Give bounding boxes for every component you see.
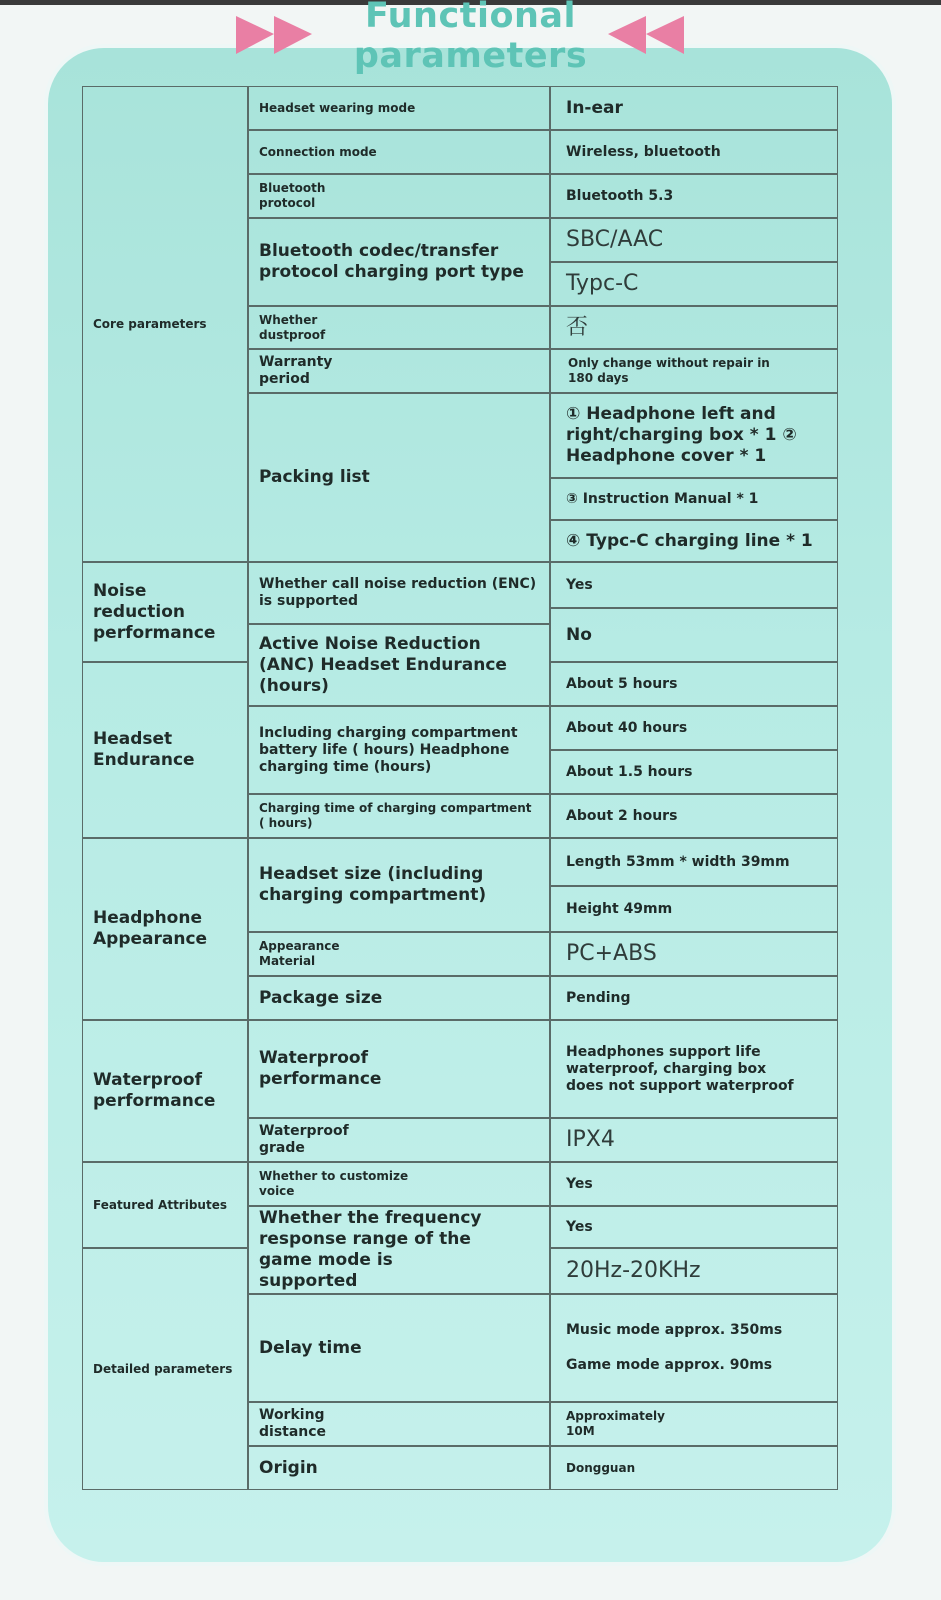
value-size2: Height 49mm <box>550 886 838 932</box>
title-line2: parameters <box>353 36 588 76</box>
value-anc: No <box>550 608 838 662</box>
category-noise: Noise reduction performance <box>82 562 248 662</box>
value-pack4: ④ Typc-C charging line * 1 <box>550 520 838 562</box>
param-material: Appearance Material <box>248 932 550 976</box>
value-pack3: ③ Instruction Manual * 1 <box>550 478 838 520</box>
param-battery: Including charging compartment battery life ( hours) Headphone charging time (hours) <box>248 706 550 794</box>
value-wp-perf: Headphones support life waterproof, charging box does not support waterproof <box>550 1020 838 1118</box>
value-distance: Approximately 10M <box>550 1402 838 1446</box>
category-featured: Featured Attributes <box>82 1162 248 1248</box>
param-wp-perf: Waterproof performance <box>248 1020 550 1118</box>
param-charge-comp: Charging time of charging compartment ( hours) <box>248 794 550 838</box>
value-comp-time: About 2 hours <box>550 794 838 838</box>
value-warranty: Only change without repair in 180 days <box>550 349 838 393</box>
param-package: Package size <box>248 976 550 1020</box>
value-anc-hours: About 5 hours <box>550 662 838 706</box>
param-voice: Whether to customize voice <box>248 1162 550 1206</box>
param-delay: Delay time <box>248 1294 550 1402</box>
param-wp-grade: Waterproof grade <box>248 1118 550 1162</box>
value-package: Pending <box>550 976 838 1020</box>
value-delay <box>550 1294 838 1402</box>
value-battery: About 40 hours <box>550 706 838 750</box>
param-origin: Origin <box>248 1446 550 1490</box>
category-appearance: Headphone Appearance <box>82 838 248 1020</box>
value-pack1: ① Headphone left and right/charging box * 1 ② Headphone cover * 1 <box>550 393 838 478</box>
value-wearing: In-ear <box>550 86 838 130</box>
value-voice: Yes <box>550 1162 838 1206</box>
value-enc: Yes <box>550 562 838 608</box>
value-material: PC+ABS <box>550 932 838 976</box>
category-endurance: Headset Endurance <box>82 662 248 838</box>
param-dustproof: Whether dustproof <box>248 306 550 349</box>
value-delay-music: Music mode approx. 350ms <box>566 1322 783 1338</box>
value-wp-grade: IPX4 <box>550 1118 838 1162</box>
value-port: Typc-C <box>550 262 838 306</box>
param-connection: Connection mode <box>248 130 550 174</box>
param-freq: Whether the frequency response range of the game mode is supported <box>248 1206 550 1294</box>
value-dustproof: 否 <box>550 306 838 349</box>
param-wearing: Headset wearing mode <box>248 86 550 130</box>
value-game-mode: Yes <box>550 1206 838 1248</box>
value-codec: SBC/AAC <box>550 218 838 262</box>
value-bt-protocol: Bluetooth 5.3 <box>550 174 838 218</box>
value-origin: Dongguan <box>550 1446 838 1490</box>
value-freq: 20Hz-20KHz <box>550 1248 838 1294</box>
param-anc-endurance: Active Noise Reduction (ANC) Headset Endurance (hours) <box>248 624 550 706</box>
value-connection: Wireless, bluetooth <box>550 130 838 174</box>
value-size1: Length 53mm * width 39mm <box>550 838 838 886</box>
param-size: Headset size (including charging compartment) <box>248 838 550 932</box>
param-distance: Working distance <box>248 1402 550 1446</box>
category-detailed: Detailed parameters <box>82 1248 248 1490</box>
param-bt-protocol: Bluetooth protocol <box>248 174 550 218</box>
title-line1: Functional <box>364 0 577 36</box>
param-packing: Packing list <box>248 393 550 562</box>
value-charge-time: About 1.5 hours <box>550 750 838 794</box>
param-codec: Bluetooth codec/transfer protocol charging port type <box>248 218 550 306</box>
category-waterproof: Waterproof performance <box>82 1020 248 1162</box>
param-warranty: Warranty period <box>248 349 550 393</box>
category-core: Core parameters <box>82 86 248 562</box>
value-delay-game: Game mode approx. 90ms <box>566 1357 773 1373</box>
param-enc-anc: Whether call noise reduction (ENC) is supported <box>248 562 550 624</box>
